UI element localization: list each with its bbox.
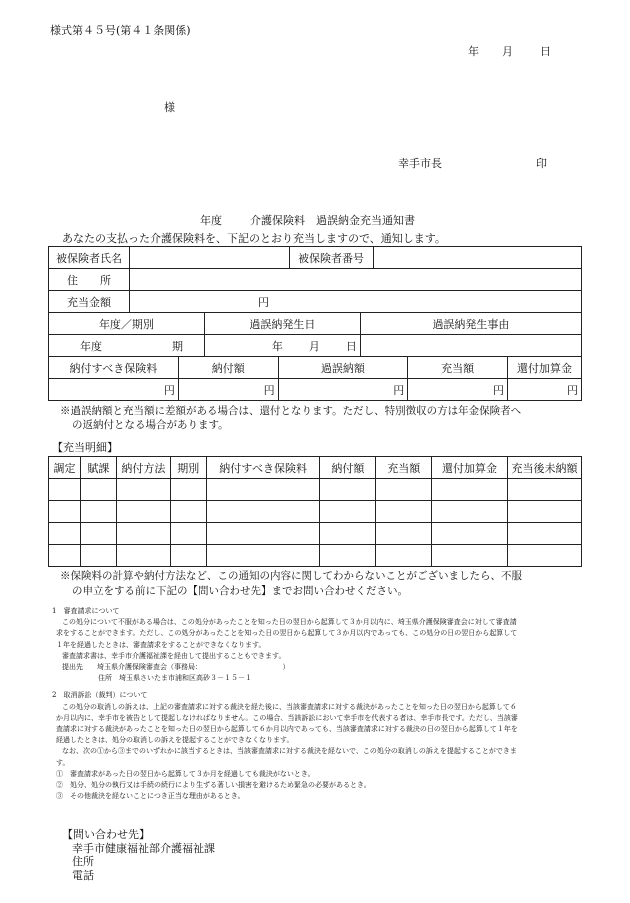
over-cell [278,379,408,401]
date-year-label: 年 [468,45,479,58]
issuer-name: 幸手市長 [398,157,442,170]
note-difference-line2: の返納付となる場合があります。 [72,419,229,431]
table-row [49,501,582,523]
lawsuit-text: 査請求に対する裁決があったことを知った日の翌日から起算して６か月以内であっても、当該審査請求に対する裁決の日の翌日から起算して１年を [56,725,518,734]
contact-address-label: 住所 [72,855,94,868]
amount-cell [129,291,581,313]
form-number: 様式第４５号(第４１条関係) [50,24,191,37]
lawsuit-item: ① 審査請求があった日の翌日から起算して３か月を経過しても裁決がないとき。 [56,769,315,778]
insured-name-cell [129,247,289,269]
applied-cell [408,379,508,401]
reason-cell [360,335,581,357]
intro-text: あなたの支払った介護保険料を、下記のとおり充当しますので、通知します。 [62,232,446,245]
contact-block [62,828,215,882]
paid-header: 納付額 [178,357,278,379]
detail-column-header: 調定 [49,457,81,479]
detail-column-header: 納付額 [320,457,376,479]
refund-add-yen: 円 [567,383,578,397]
note-difference-line1: ※過誤納額と充当額に差額がある場合は、還付となります。ただし、特別徴収の方は年金保険者へ [60,405,522,417]
contact-phone-label: 電話 [72,868,94,882]
due-yen: 円 [163,383,175,397]
appeal-text: １年を経過したときは、審査請求をすることができなくなります。 [56,640,266,649]
period-header: 年度／期別 [49,313,205,335]
refund-add-header: 還付加算金 [508,357,582,379]
applied-yen: 円 [493,383,505,397]
lawsuit-text: この処分の取消しの訴えは、上記の審査請求に対する裁決を経た後に、当該審査請求に対する裁決があったことを知った日の翌日から起算して６ [62,702,517,711]
insured-number-label: 被保険者番号 [289,247,373,269]
period-cell [49,335,205,357]
appeal-text: この処分について不服がある場合は、この処分があったことを知った日の翌日から起算して３か月以内に、埼玉県介護保険審査会に対して審査請 [62,618,517,627]
paid-cell [178,379,278,401]
detail-column-header: 充当額 [376,457,432,479]
contact-department: 幸手市健康福祉部介護福祉課 [72,841,215,855]
title-text: 介護保険料 過誤納金充当通知書 [250,214,415,227]
info-table-top [48,246,582,313]
detail-column-header: 納付すべき保険料 [206,457,320,479]
lawsuit-item: ③ その他裁決を経ないことにつき正当な理由があるとき。 [56,792,245,801]
date-month-label: 月 [502,45,513,58]
address-label: 住 所 [49,269,130,291]
detail-column-header: 賦課 [80,457,116,479]
lawsuit-section-title: 2 取消訴訟（裁判）について [52,691,148,700]
appeal-section-title: 1 審査請求について [52,607,120,615]
legal-notice [52,606,600,802]
appeal-text: 審査請求書は、幸手市介護福祉課を経由して提出することもできます。 [62,651,286,660]
paid-yen: 円 [263,383,275,397]
period-term-unit: 期 [172,339,183,353]
note-inquiry-line2: の申立をする前に下記の【問い合わせ先】までお問い合わせください。 [72,585,408,597]
appeal-submit-address: 住所 埼玉県さいたま市浦和区高砂３－１５－１ [98,674,252,683]
lawsuit-text: 経過したときは、処分の取消しの訴えを提起することができなくなります。 [56,736,294,745]
lawsuit-text: なお、次の①から③までのいずれかに該当するときは、当該審査請求に対する裁決を経ないで、この処分の取消しの訴えを提起することができま [62,747,517,756]
date-day-label: 日 [540,45,551,58]
table-row [49,479,582,501]
appeal-submit-to: 提出先 埼玉県介護保険審査会（事務局： ） [62,663,290,672]
detail-table [48,456,582,567]
note-inquiry-line1: ※保険料の計算や納付方法など、この通知の内容に関してわからないことがございましたら、不服 [60,570,522,582]
detail-heading: 【充当明細】 [52,441,118,454]
lawsuit-item: ② 処分、処分の執行又は手続の続行により生ずる著しい損害を避けるため緊急の必要があるとき。 [56,781,371,790]
insured-number-cell [373,247,581,269]
info-table-amounts [48,356,582,401]
occur-date-header: 過誤納発生日 [204,313,360,335]
over-yen: 円 [393,383,405,397]
occur-date-cell [204,335,360,357]
period-year-unit: 年度 [80,339,102,353]
refund-add-cell [508,379,582,401]
address-cell [129,269,581,291]
lawsuit-text: か月以内に、幸手市を被告として提起しなければなりません。この場合、当該訴訟において幸手市を代表する者は、幸手市長です。ただし、当該審 [56,713,518,722]
detail-column-header: 還付加算金 [432,457,508,479]
title-year-label: 年度 [200,214,222,227]
reason-header: 過誤納発生事由 [360,313,581,335]
over-header: 過誤納額 [278,357,408,379]
detail-column-header: 充当後未納額 [507,457,581,479]
lawsuit-text: す。 [56,758,70,767]
addressee-suffix: 様 [164,101,175,114]
detail-column-header: 納付方法 [116,457,170,479]
detail-header-row [49,457,582,479]
contact-heading: 【問い合わせ先】 [62,828,150,841]
info-table-period [48,312,582,357]
occur-month-unit: 月 [308,339,320,353]
due-cell [49,379,179,401]
appeal-text: 求をすることができます。ただし、この処分があったことを知った日の翌日から起算して３か月以内であっても、この処分の日の翌日から起算して [56,629,518,638]
table-row [49,523,582,545]
amount-yen: 円 [257,295,269,309]
document-title [200,212,415,228]
applied-header: 充当額 [408,357,508,379]
seal-mark: 印 [536,157,547,170]
table-row [49,545,582,567]
insured-name-label: 被保険者氏名 [49,247,130,269]
occur-year-unit: 年 [271,339,283,353]
amount-label: 充当金額 [49,291,130,313]
due-header: 納付すべき保険料 [49,357,179,379]
occur-day-unit: 日 [345,339,357,353]
detail-column-header: 期別 [170,457,206,479]
